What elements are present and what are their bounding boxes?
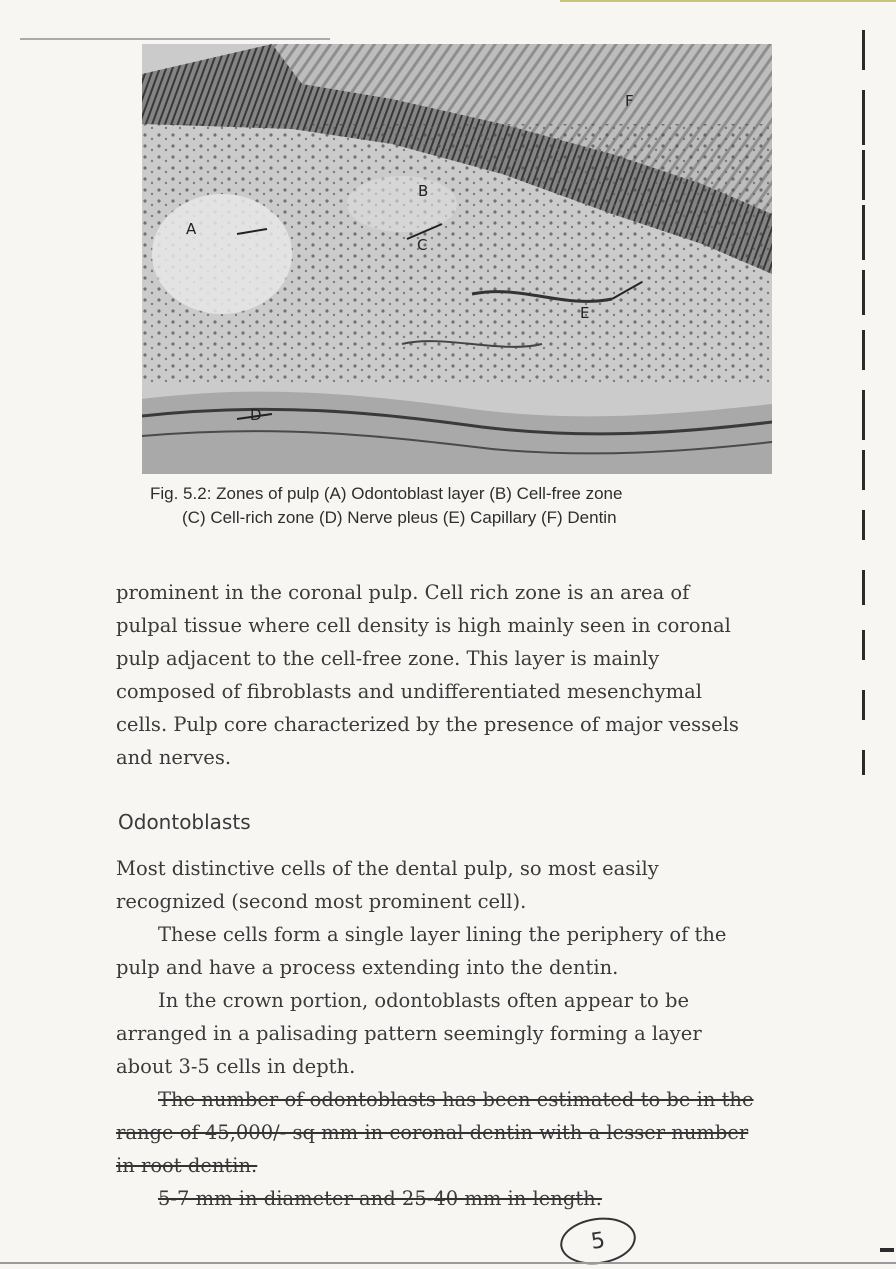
text-line: Most distinctive cells of the dental pulp, so most easily: [116, 857, 659, 880]
caption-line: Fig. 5.2: Zones of pulp (A) Odontoblast layer (B) Cell-free zone: [150, 484, 623, 503]
text-line: recognized (second most prominent cell).: [116, 890, 527, 913]
paragraph-odontoblasts: [116, 852, 831, 1215]
scan-edge: [560, 0, 896, 2]
paragraph-cell-rich-zone: [116, 576, 831, 774]
text-line: pulp adjacent to the cell-free zone. This layer is mainly: [116, 647, 660, 670]
text-line: and nerves.: [116, 746, 232, 769]
label-a: A: [186, 220, 197, 238]
text-line: pulp and have a process extending into the dentin.: [116, 956, 619, 979]
label-b: B: [418, 182, 429, 200]
label-d: D: [250, 406, 262, 424]
caption-line: (C) Cell-rich zone (D) Nerve pleus (E) Capillary (F) Dentin: [182, 508, 617, 527]
text-line: pulpal tissue where cell density is high mainly seen in coronal: [116, 614, 731, 637]
bottom-rule: [0, 1262, 896, 1264]
label-f: F: [625, 92, 634, 110]
label-c: C: [417, 236, 428, 254]
text-line: composed of fibroblasts and undifferentiated mesenchymal: [116, 680, 702, 703]
binding-marks: [862, 20, 872, 1260]
page-number: 5: [557, 1213, 639, 1269]
pulp-micrograph: [142, 44, 772, 474]
text-line: about 3-5 cells in depth.: [116, 1055, 356, 1078]
text-line: These cells form a single layer lining the periphery of the: [158, 923, 727, 946]
struck-line: range of 45,000/- sq mm in coronal dentin with a lesser number: [116, 1121, 749, 1144]
text-line: In the crown portion, odontoblasts often appear to be: [158, 989, 689, 1012]
struck-line: The number of odontoblasts has been estimated to be in the: [158, 1088, 754, 1111]
histology-figure: [142, 44, 772, 474]
label-e: E: [580, 304, 590, 322]
section-heading: Odontoblasts: [118, 810, 251, 834]
text-line: prominent in the coronal pulp. Cell rich zone is an area of: [116, 581, 690, 604]
text-line: cells. Pulp core characterized by the presence of major vessels: [116, 713, 739, 736]
text-line: arranged in a palisading pattern seemingly forming a layer: [116, 1022, 702, 1045]
struck-line: in root dentin.: [116, 1154, 258, 1177]
corner-mark: [880, 1248, 894, 1252]
figure-caption: [150, 482, 790, 530]
struck-line: 5-7 mm in diameter and 25-40 mm in length.: [158, 1187, 602, 1210]
scan-artifact-line: [20, 38, 330, 40]
